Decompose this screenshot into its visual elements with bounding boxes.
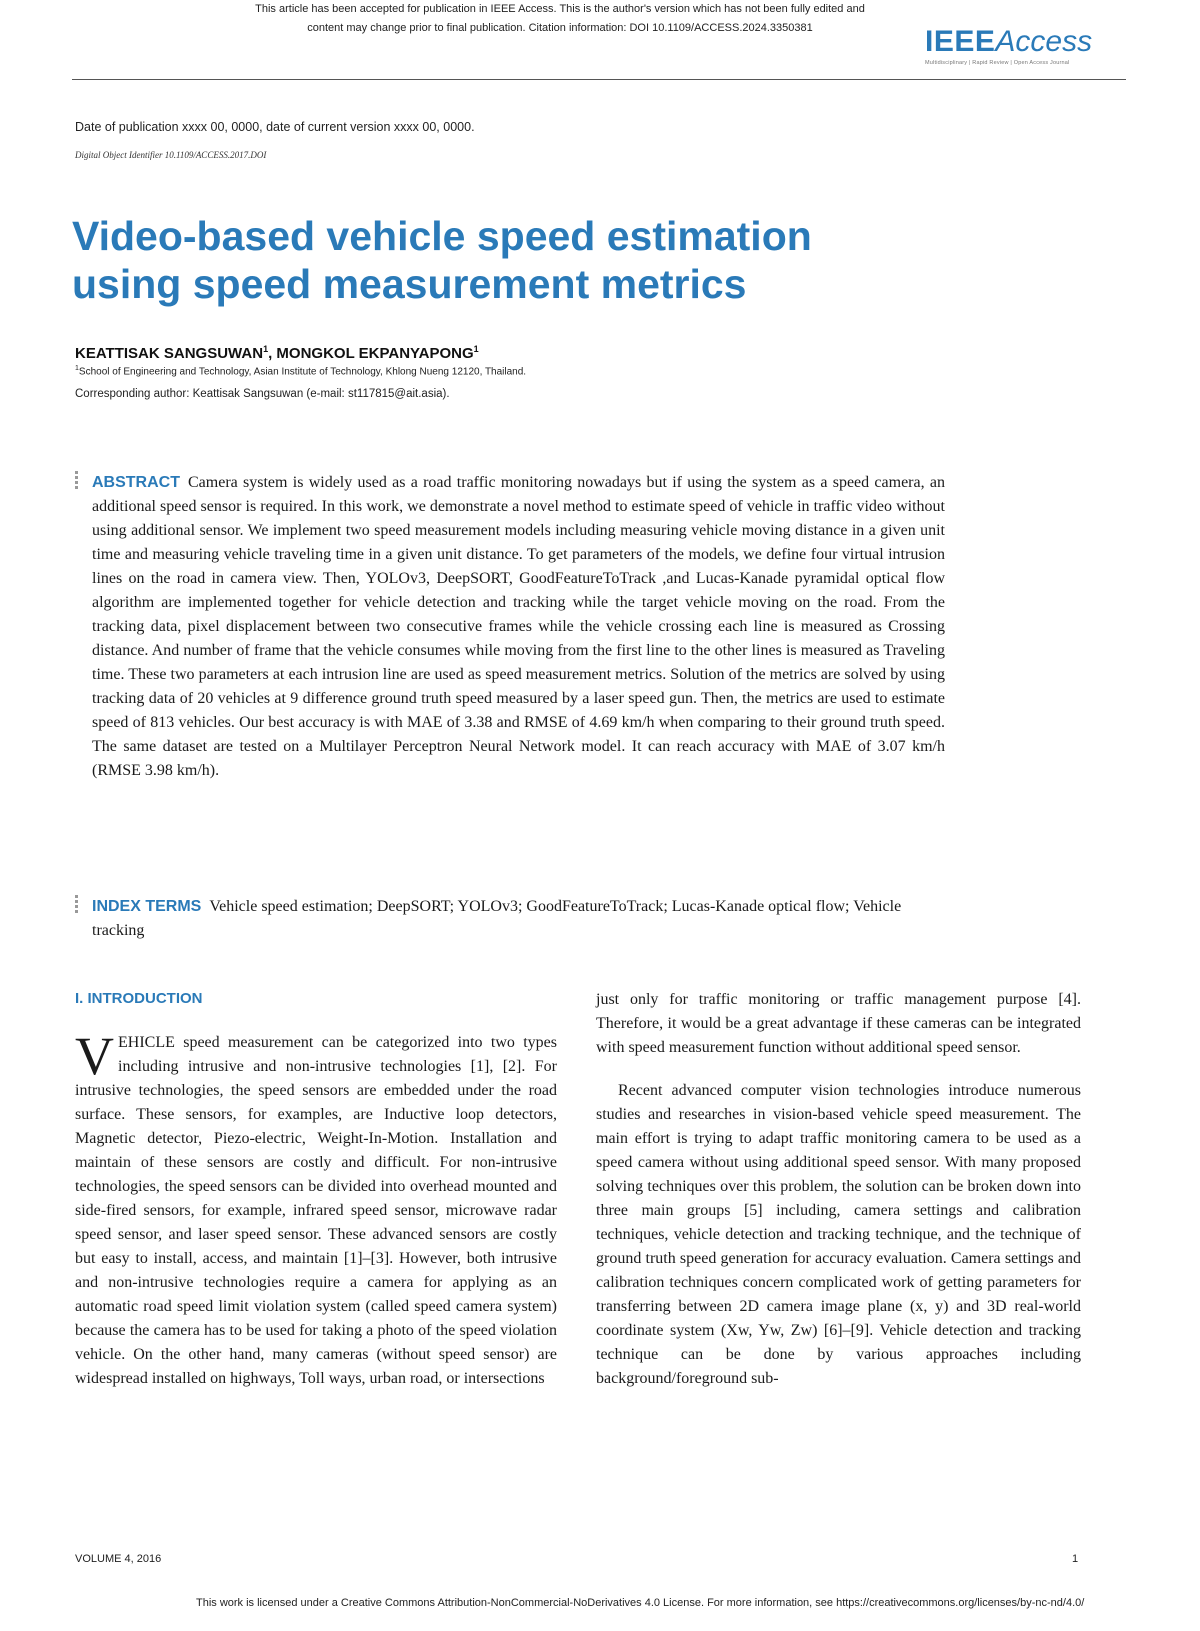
publication-date: Date of publication xxxx 00, 0000, date of current version xxxx 00, 0000.	[75, 120, 475, 134]
footer-page-number: 1	[1072, 1553, 1079, 1565]
acceptance-line-2: content may change prior to final publication. Citation information: DOI 10.1109/ACCESS.2024.3350381	[307, 22, 813, 34]
paper-title	[72, 212, 1032, 308]
ieee-access-logo	[925, 26, 1125, 66]
author-name: MONGKOL EKPANYAPONG	[276, 345, 474, 362]
corresponding-author: Corresponding author: Keattisak Sangsuwan (e-mail: st117815@ait.asia).	[75, 388, 450, 400]
intro-paragraph: Recent advanced computer vision technologies introduce numerous studies and researches in vision-based vehicle speed measurement. The main effort is trying to adapt traffic monitoring camera to be used as a speed camera without using additional speed sensor. With many proposed solving techniques over this problem, the solution can be broken down into three main groups [5] including, camera settings and calibration techniques, vehicle detection and tracking technique, and the technique of ground truth speed generation for accuracy evaluation. Camera settings and calibration techniques concern complicated work of getting parameters for transferring between 2D camera image plane (x, y) and 3D real-world coordinate system (Xw, Yw, Zw) [6]–[9]. Vehicle detection and tracking technique can be done by various approaches including background/foreground sub-	[596, 1082, 1081, 1387]
header-rule	[72, 79, 1126, 80]
abstract-marker	[75, 471, 79, 491]
author-affil-mark: 1	[473, 344, 479, 354]
drop-cap: V	[75, 1026, 114, 1086]
logo-ieee: IEEE	[925, 25, 996, 58]
author-affil-mark: 1	[263, 344, 269, 354]
footer-volume: VOLUME 4, 2016	[75, 1553, 162, 1565]
acceptance-line-1: This article has been accepted for publication in IEEE Access. This is the author's version which has not been fully edited and	[255, 3, 865, 15]
intro-left-column	[75, 1026, 557, 1391]
acceptance-notice	[180, 0, 940, 38]
author-name: KEATTISAK SANGSUWAN	[75, 345, 264, 362]
section-heading: I. INTRODUCTION	[75, 990, 203, 1007]
abstract-heading: ABSTRACT	[92, 474, 180, 491]
affil-mark: 1	[75, 365, 79, 372]
affiliation-text: School of Engineering and Technology, Asian Institute of Technology, Khlong Nueng 12120, Thailand.	[78, 366, 527, 378]
intro-right-column	[596, 988, 1081, 1391]
abstract	[92, 471, 945, 783]
abstract-text: Camera system is widely used as a road traffic monitoring nowadays but if using the system as a speed camera, an additional speed sensor is required. In this work, we demonstrate a novel method to estimate speed of vehicle in traffic video without using additional sensor. We implement two speed measurement models including measuring vehicle moving distance in a given unit time and measuring vehicle traveling time in a given unit distance. To get parameters of the models, we define four virtual intrusion lines on the road in camera view. Then, YOLOv3, DeepSORT, GoodFeatureToTrack ,and Lucas-Kanade pyramidal optical flow algorithm are implemented together for vehicle detection and tracking while the target vehicle moving on the road. From the tracking data, pixel displacement between two consecutive frames while the vehicle crossing each line is measured as Crossing distance. And number of frame that the vehicle consumes while moving from the first line to the other lines is measured as Traveling time. These two parameters at each intrusion line are used as speed measurement metrics. Solution of the metrics are solved by using tracking data of 20 vehicles at 9 difference ground truth speed measured by a laser speed gun. Then, the metrics are used to estimate speed of 813 vehicles. Our best accuracy is with MAE of 3.38 and RMSE of 4.69 km/h when comparing to their ground truth speed. The same dataset are tested on a Multilayer Perceptron Neural Network model. It can reach accuracy with MAE of 3.07 km/h (RMSE 3.98 km/h).	[92, 474, 945, 779]
author-list	[75, 344, 479, 362]
doi: Digital Object Identifier 10.1109/ACCESS.2017.DOI	[75, 150, 267, 160]
affiliation	[75, 365, 526, 377]
title-line-2: using speed measurement metrics	[72, 261, 747, 307]
index-terms-text: Vehicle speed estimation; DeepSORT; YOLOv3; GoodFeatureToTrack; Lucas-Kanade optical flow; Vehicle tracking	[92, 898, 902, 939]
intro-paragraph: just only for traffic monitoring or traffic management purpose [4]. Therefore, it would be a great advantage if these cameras can be integrated with speed measurement function without additional speed sensor.	[596, 991, 1081, 1056]
intro-left-text: EHICLE speed measurement can be categorized into two types including intrusive and non-intrusive technologies [1], [2]. For intrusive technologies, the speed sensors are embedded under the road surface. These sensors, for examples, are Inductive loop detectors, Magnetic detector, Piezo-electric, Weight-In-Motion. Installation and maintain of these sensors are costly and difficult. For non-intrusive technologies, the speed sensors can be divided into overhead mounted and side-fired sensors, for example, infrared speed sensor, microwave radar speed sensor, and laser speed sensor. These advanced sensors are costly but easy to install, access, and maintain [1]–[3]. However, both intrusive and non-intrusive technologies require a camera for applying as an automatic road speed limit violation system (called speed camera system) because the camera has to be used for taking a photo of the speed violation vehicle. On the other hand, many cameras (without speed sensor) are widespread installed on highways, Toll ways, urban road, or intersections	[75, 1034, 557, 1387]
logo-tagline: Multidisciplinary | Rapid Review | Open Access Journal	[925, 60, 1070, 66]
license-notice: This work is licensed under a Creative Commons Attribution-NonCommercial-NoDerivatives 4.0 License. For more information, see https://creativecommons.org/licenses/by-nc-nd/4.0/	[196, 1597, 1085, 1609]
title-line-1: Video-based vehicle speed estimation	[72, 213, 812, 259]
index-terms-marker	[75, 895, 79, 915]
index-terms	[92, 895, 945, 943]
author-separator: ,	[268, 345, 277, 362]
index-terms-heading: INDEX TERMS	[92, 898, 202, 915]
logo-access: Access	[995, 25, 1093, 58]
